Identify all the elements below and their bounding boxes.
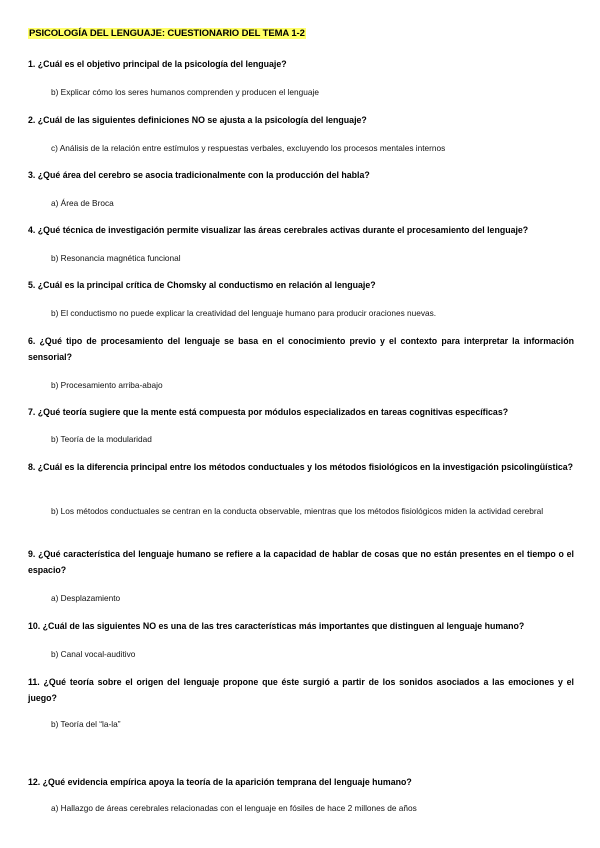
question-2: 2. ¿Cuál de las siguientes definiciones NO se ajusta a la psicología del lenguaje? [28,115,367,125]
question-7: 7. ¿Qué teoría sugiere que la mente está compuesta por módulos especializados en tareas cognitivas específicas? [28,407,509,417]
answer-11: b) Teoría del “la-la” [51,719,121,729]
answer-9: a) Desplazamiento [51,593,121,603]
question-10: 10. ¿Cuál de las siguientes NO es una de las tres características más importantes que distinguen al lenguaje humano? [28,621,525,631]
question-3: 3. ¿Qué área del cerebro se asocia tradicionalmente con la producción del habla? [28,170,370,180]
answer-6: b) Procesamiento arriba-abajo [51,380,163,390]
answer-4: b) Resonancia magnética funcional [51,253,181,263]
answer-1: b) Explicar cómo los seres humanos comprenden y producen el lenguaje [51,87,319,97]
answer-2: c) Análisis de la relación entre estímulos y respuestas verbales, excluyendo los procesos mentales internos [51,143,446,153]
answer-10: b) Canal vocal-auditivo [51,649,136,659]
document-title: PSICOLOGÍA DEL LENGUAJE: CUESTIONARIO DEL TEMA 1-2 [29,28,305,39]
answer-7: b) Teoría de la modularidad [51,434,152,444]
question-9: 9. ¿Qué característica del lenguaje humano se refiere a la capacidad de hablar de cosas que no están presentes en el tiempo o el espacio? [28,549,574,575]
question-4: 4. ¿Qué técnica de investigación permite visualizar las áreas cerebrales activas durante el procesamiento del lenguaje? [28,225,529,235]
question-12: 12. ¿Qué evidencia empírica apoya la teoría de la aparición temprana del lenguaje humano? [28,777,412,787]
answer-3: a) Área de Broca [51,198,114,208]
answer-5: b) El conductismo no puede explicar la creatividad del lenguaje humano para producir oraciones nuevas. [51,308,437,318]
answer-8: b) Los métodos conductuales se centran en la conducta observable, mientras que los métodos fisiológicos miden la actividad cerebral [51,506,544,516]
question-6: 6. ¿Qué tipo de procesamiento del lenguaje se basa en el conocimiento previo y el contexto para interpretar la información sensorial? [28,336,574,362]
question-5: 5. ¿Cuál es la principal crítica de Chomsky al conductismo en relación al lenguaje? [28,280,376,290]
question-8: 8. ¿Cuál es la diferencia principal entre los métodos conductuales y los métodos fisiológicos en la investigación psicolingüística? [28,462,574,472]
question-1: 1. ¿Cuál es el objetivo principal de la psicología del lenguaje? [28,59,287,69]
question-11: 11. ¿Qué teoría sobre el origen del lenguaje propone que éste surgió a partir de los sonidos asociados a las emociones y el juego? [28,677,574,703]
answer-12: a) Hallazgo de áreas cerebrales relacionadas con el lenguaje en fósiles de hace 2 millones de años [51,803,417,813]
